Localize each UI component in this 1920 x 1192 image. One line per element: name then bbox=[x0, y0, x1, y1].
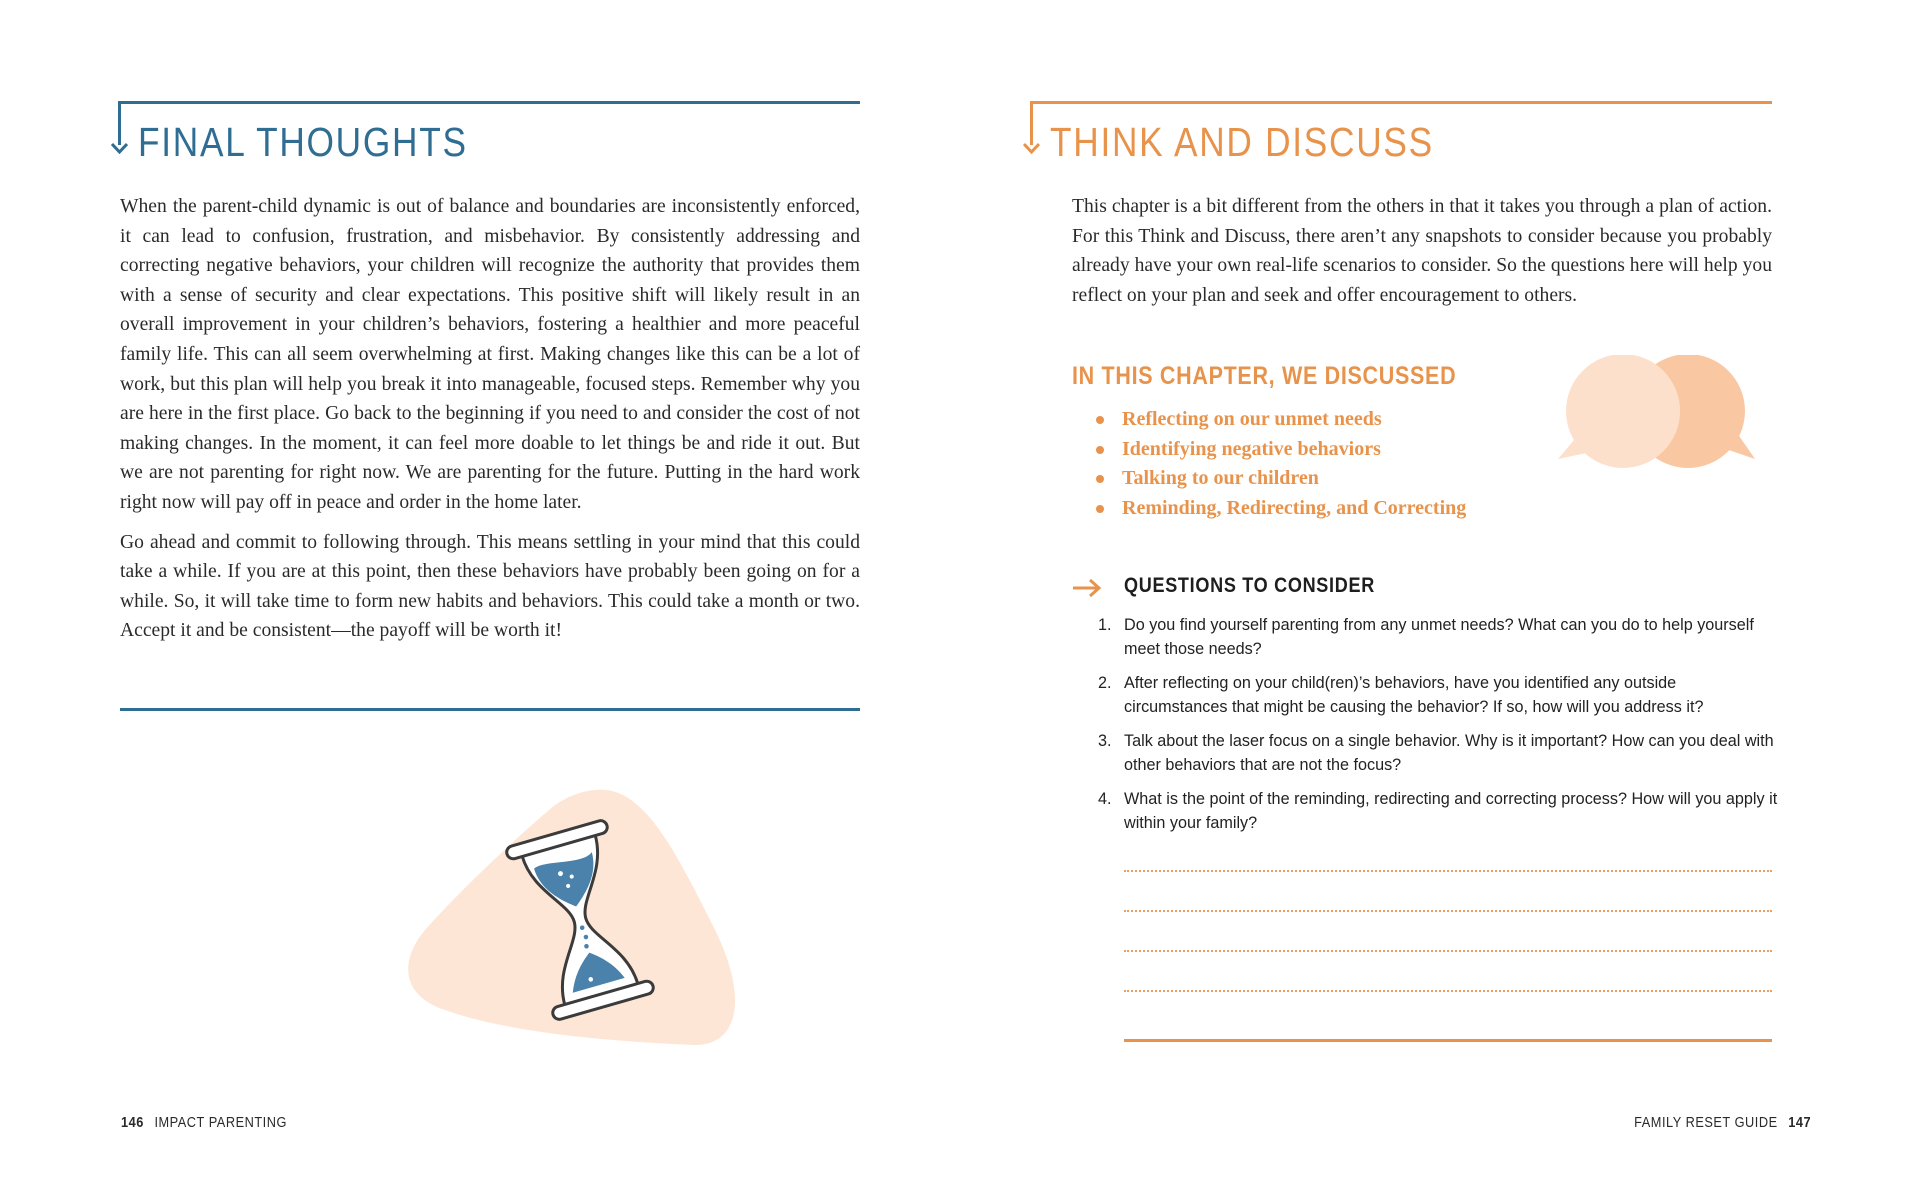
answer-line[interactable] bbox=[1124, 990, 1772, 992]
chapter-summary-list bbox=[1096, 405, 1466, 523]
question-item: 4. What is the point of the reminding, redirecting and correcting process? How will you apply it within your family? bbox=[1098, 790, 1778, 832]
answer-line[interactable] bbox=[1124, 910, 1772, 912]
chapter-summary-heading: IN THIS CHAPTER, WE DISCUSSED bbox=[1072, 362, 1457, 390]
questions-heading: QUESTIONS TO CONSIDER bbox=[1124, 574, 1375, 597]
running-head: IMPACT PARENTING bbox=[154, 1115, 287, 1131]
header-rule bbox=[1030, 101, 1772, 104]
right-folio bbox=[1634, 1115, 1811, 1131]
right-arrow-icon bbox=[1072, 579, 1102, 597]
running-head: FAMILY RESET GUIDE bbox=[1634, 1115, 1778, 1131]
final-thoughts-heading: FINAL THOUGHTS bbox=[138, 119, 468, 165]
list-item: Talking to our children bbox=[1096, 464, 1466, 494]
final-thoughts-header bbox=[112, 101, 860, 171]
bullet-icon bbox=[1096, 446, 1104, 454]
list-item: Reflecting on our unmet needs bbox=[1096, 405, 1466, 435]
left-folio bbox=[121, 1115, 287, 1131]
paragraph: Go ahead and commit to following through. This means settling in your mind that this could take a while. If you are at this point, then these behaviors have probably been going on for a while. So, it will take time to form new habits and behaviors. This could take a month or two. Accept it and be consistent—the payoff will be worth it! bbox=[120, 531, 860, 642]
section-divider bbox=[120, 708, 860, 711]
question-item: 3. Talk about the laser focus on a single behavior. Why is it important? How can you deal with other behaviors that are not the focus? bbox=[1098, 732, 1774, 774]
question-item: 1. Do you find yourself parenting from any unmet needs? What can you do to help yourself meet those needs? bbox=[1098, 616, 1754, 658]
question-item: 2. After reflecting on your child(ren)’s behaviors, have you identified any outside circumstances that might be causing the behavior? If so, how will you address it? bbox=[1098, 674, 1704, 716]
think-discuss-intro bbox=[1072, 192, 1772, 320]
answer-line[interactable] bbox=[1124, 950, 1772, 952]
answer-line[interactable] bbox=[1124, 870, 1772, 872]
paragraph: This chapter is a bit different from the others in that it takes you through a plan of action. For this Think and Discuss, there aren’t any snapshots to consider because you probably already have your own real-life scenarios to consider. So the questions here will help you reflect on your plan and seek and offer encouragement to others. bbox=[1072, 196, 1772, 306]
down-arrow-icon bbox=[1023, 137, 1040, 154]
header-rule bbox=[118, 101, 860, 104]
questions-list bbox=[1098, 613, 1778, 845]
questions-header bbox=[1072, 573, 1472, 603]
page-number: 147 bbox=[1788, 1115, 1811, 1131]
think-discuss-heading: THINK AND DISCUSS bbox=[1050, 119, 1434, 165]
bullet-icon bbox=[1096, 505, 1104, 513]
answer-area-rule bbox=[1124, 1039, 1772, 1042]
bullet-icon bbox=[1096, 475, 1104, 483]
hourglass-icon bbox=[395, 780, 765, 1060]
paragraph: When the parent-child dynamic is out of balance and boundaries are inconsistently enforced, it can lead to confusion, frustration, and misbehavior. By consistently addressing and correcting negative behaviors, your children will recognize the authority that provides them with a sense of security and clear expectations. This positive shift will likely result in an overall improvement in your children’s behaviors, fostering a healthier and more peaceful family life. This can all seem overwhelming at first. Making changes like this can be a lot of work, but this plan will help you break it into manageable, focused steps. Remember why you are here in the first place. Go back to the beginning if you need to and consider the cost of not making changes. In the moment, it can feel more doable to let things be and ride it out. But we are not parenting for right now. We are parenting for the future. Putting in the hard work right now will pay off in peace and order in the home later. bbox=[120, 196, 860, 513]
right-page bbox=[960, 0, 1920, 1192]
list-item: Identifying negative behaviors bbox=[1096, 435, 1466, 465]
bullet-icon bbox=[1096, 416, 1104, 424]
down-arrow-icon bbox=[111, 137, 128, 154]
think-discuss-header bbox=[1024, 101, 1772, 171]
final-thoughts-body bbox=[120, 192, 860, 656]
speech-bubbles-icon bbox=[1550, 355, 1765, 480]
list-item: Reminding, Redirecting, and Correcting bbox=[1096, 494, 1466, 524]
page-number: 146 bbox=[121, 1115, 144, 1131]
